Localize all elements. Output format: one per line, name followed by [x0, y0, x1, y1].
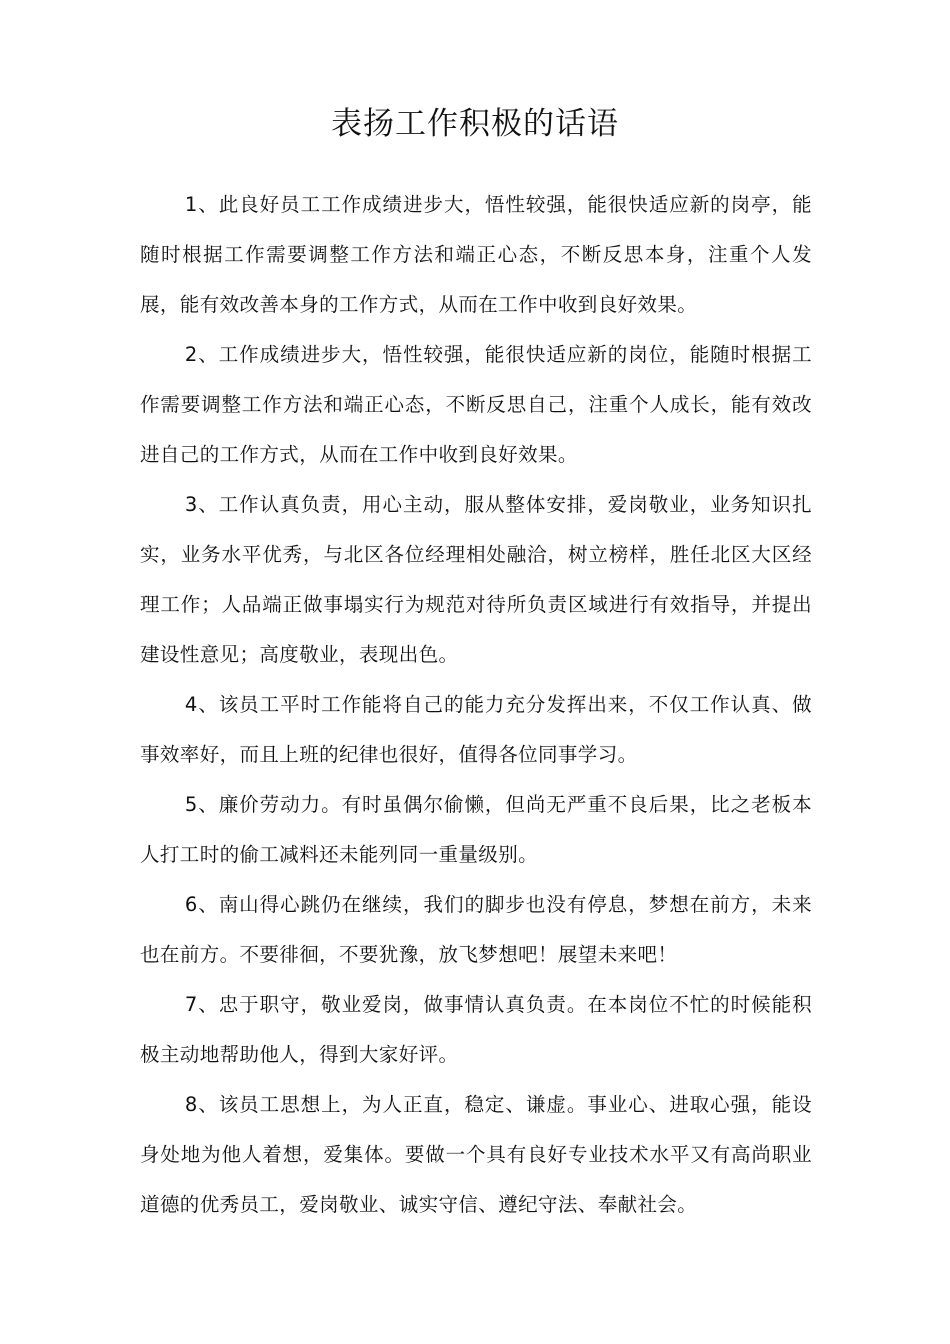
paragraph-2: 2、工作成绩进步大，悟性较强，能很快适应新的岗位，能随时根据工作需要调整工作方法和端正心态，不断反思自己，注重个人成长，能有效改进自己的工作方式，从而在工作中收到良好效果。	[140, 343, 812, 466]
paragraph-5: 5、廉价劳动力。有时虽偶尔偷懒，但尚无严重不良后果，比之老板本人打工时的偷工减料还未能列同一重量级别。	[140, 793, 812, 866]
paragraph-1: 1、此良好员工工作成绩进步大，悟性较强，能很快适应新的岗亭，能随时根据工作需要调整工作方法和端正心态，不断反思本身，注重个人发展，能有效改善本身的工作方式，从而在工作中收到良好效果。	[140, 193, 812, 316]
paragraph-3: 3、工作认真负责，用心主动，服从整体安排，爱岗敬业，业务知识扎实，业务水平优秀，与北区各位经理相处融洽，树立榜样，胜任北区大区经理工作；人品端正做事塌实行为规范对待所负责区域进行有效指导，并提出建设性意见；高度敬业，表现出色。	[140, 493, 812, 666]
paragraph-4: 4、该员工平时工作能将自己的能力充分发挥出来，不仅工作认真、做事效率好，而且上班的纪律也很好，值得各位同事学习。	[140, 693, 812, 766]
paragraph-8: 8、该员工思想上，为人正直，稳定、谦虚。事业心、进取心强，能设身处地为他人着想，爱集体。要做一个具有良好专业技术水平又有高尚职业道德的优秀员工，爱岗敬业、诚实守信、遵纪守法、奉献社会。	[140, 1093, 812, 1216]
paragraph-6: 6、南山得心跳仍在继续，我们的脚步也没有停息，梦想在前方，未来也在前方。不要徘徊，不要犹豫，放飞梦想吧！展望未来吧！	[140, 893, 812, 966]
paragraph-7: 7、忠于职守，敬业爱岗，做事情认真负责。在本岗位不忙的时候能积极主动地帮助他人，得到大家好评。	[140, 993, 812, 1066]
document-title: 表扬工作积极的话语	[331, 106, 619, 142]
document-body	[140, 180, 812, 1230]
